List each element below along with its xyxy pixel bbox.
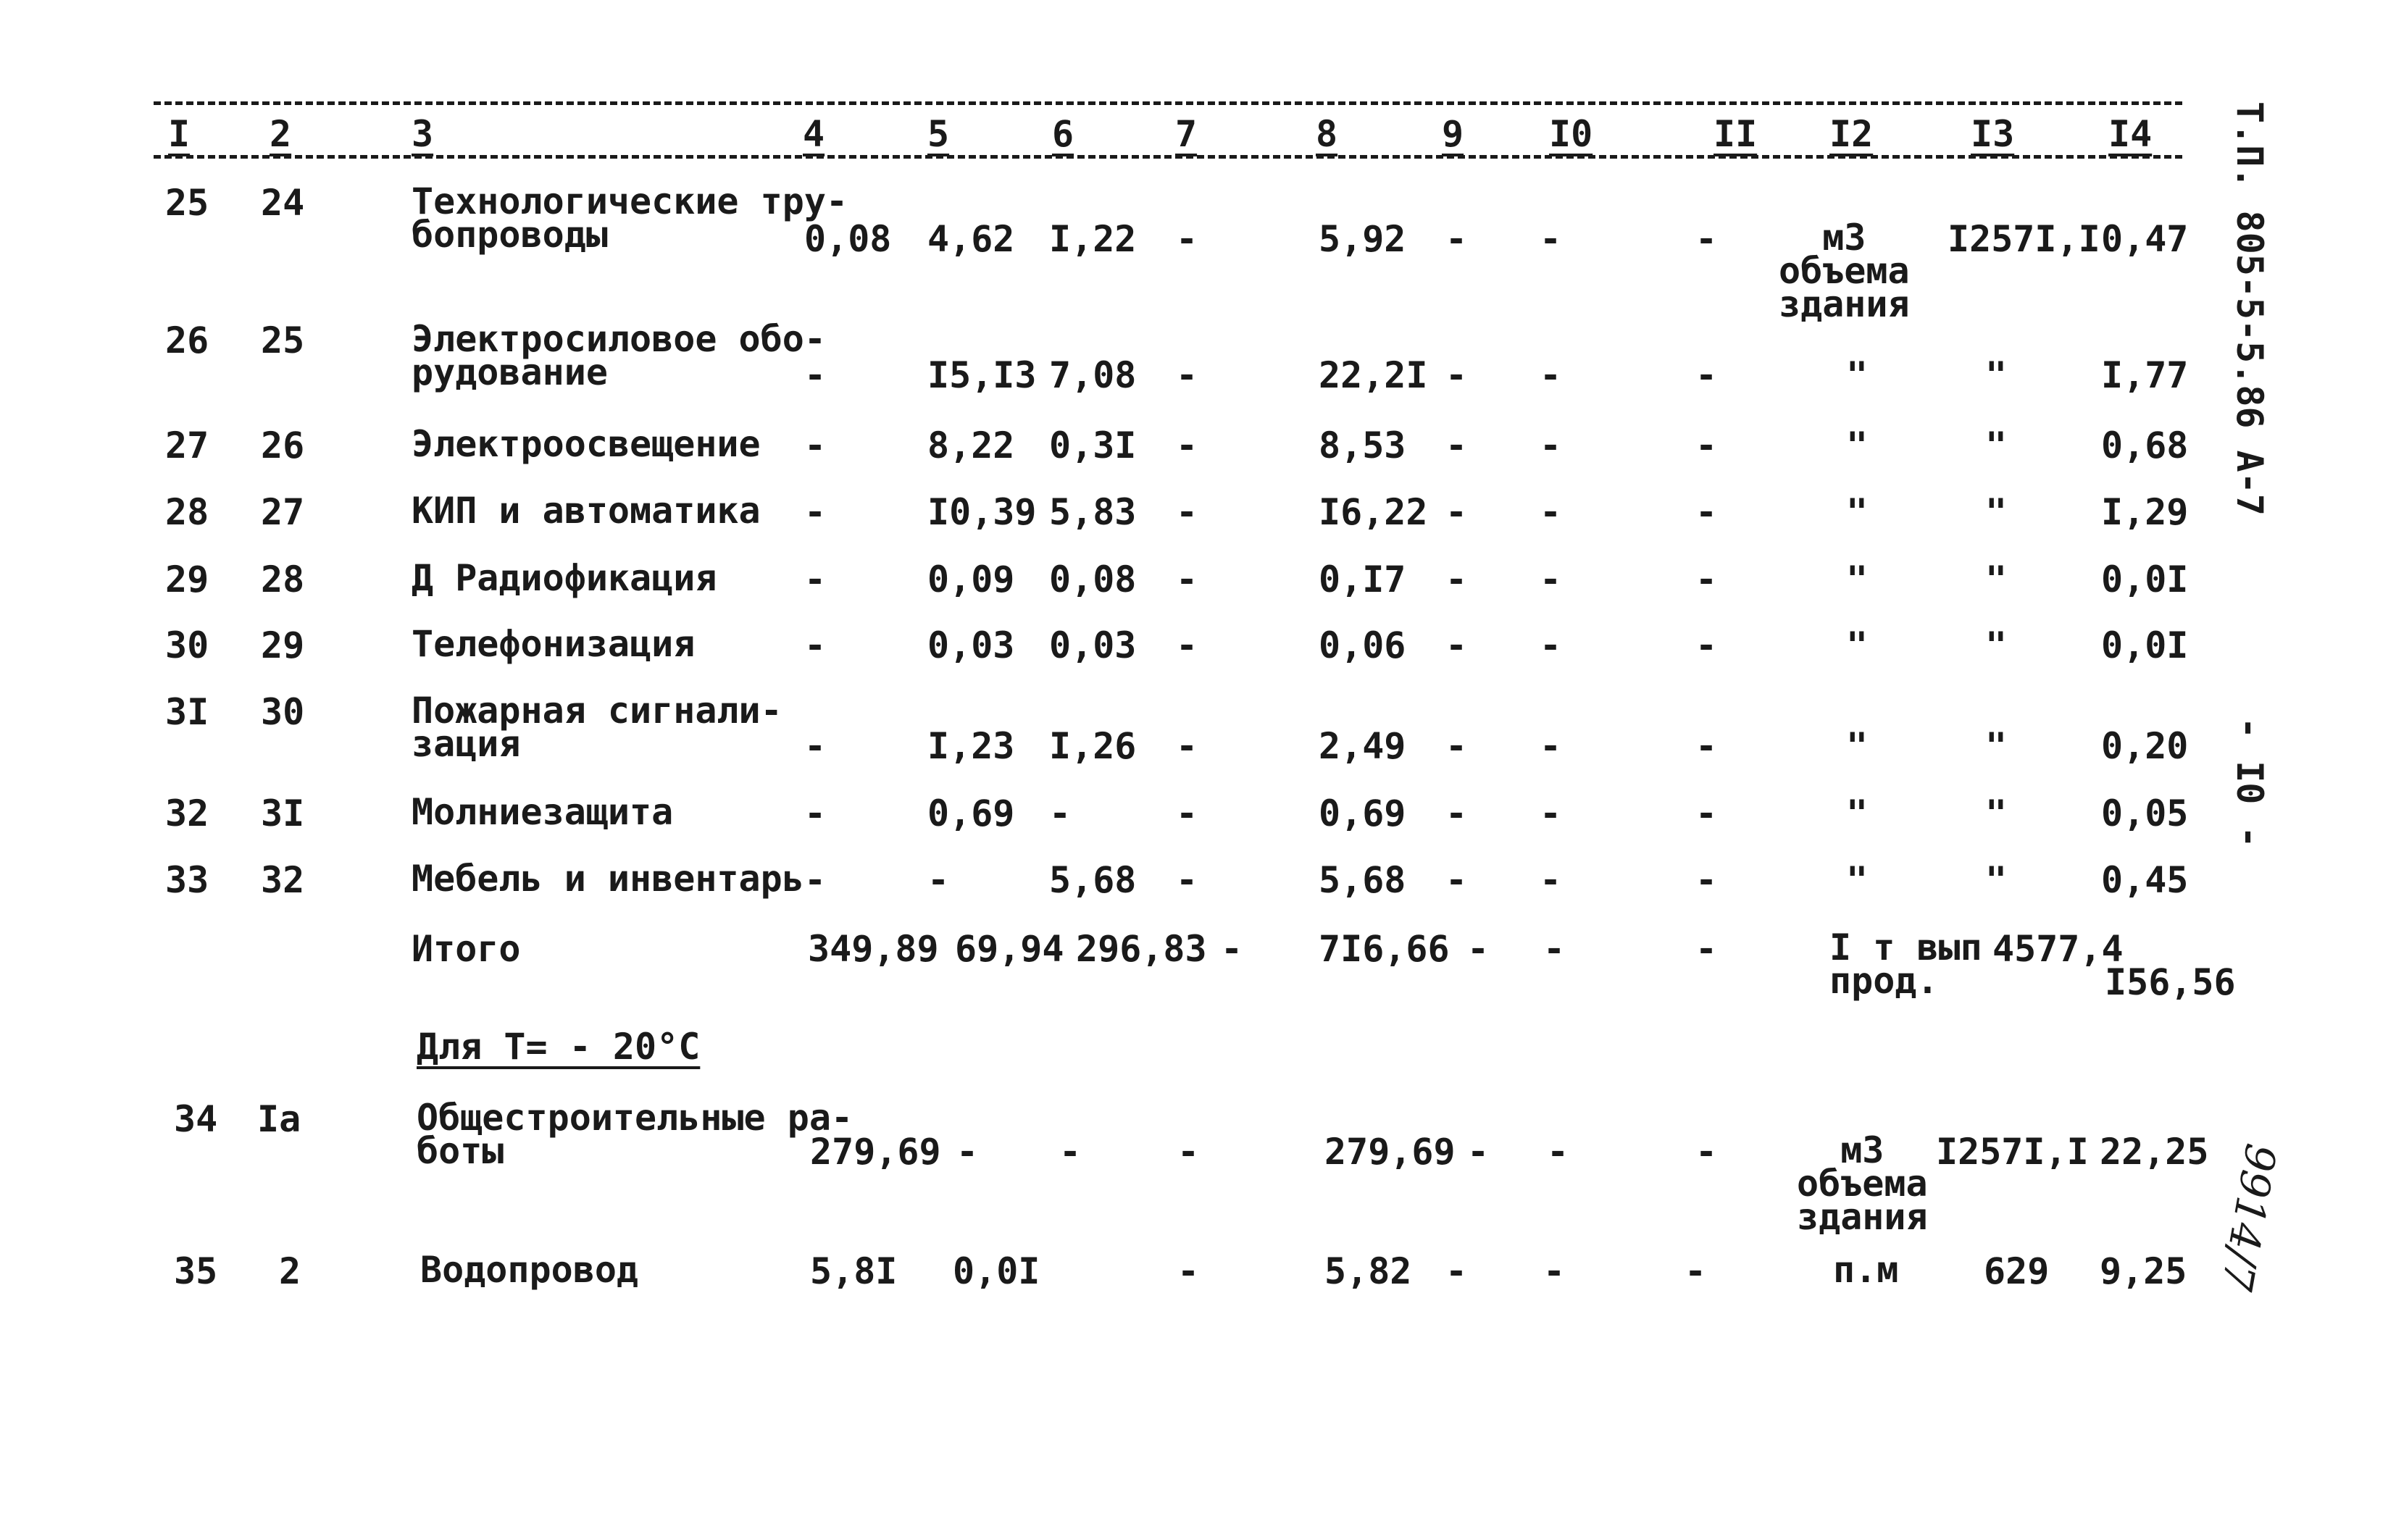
row-26-c5: I5,I3 [927, 354, 1037, 396]
row-27-c14: 0,68 [2101, 424, 2189, 466]
row-35-c11: - [1685, 1250, 1707, 1292]
row-30-c7: - [1176, 624, 1198, 666]
row-32-c7: - [1176, 792, 1198, 834]
row-28-c14: I,29 [2101, 491, 2189, 533]
row-28-c4: - [804, 491, 827, 533]
row-26-c8: 22,2I [1319, 354, 1428, 396]
row-29-c2: 28 [261, 558, 305, 600]
row-27-c9: - [1445, 424, 1468, 466]
row-30-c6: 0,03 [1049, 624, 1137, 666]
row-26-c10: - [1540, 354, 1562, 396]
row-29-c8: 0,I7 [1319, 558, 1406, 600]
total-c7: - [1221, 928, 1243, 970]
row-35-c5: 0,0I [953, 1250, 1040, 1292]
row-35-c10: - [1543, 1250, 1566, 1292]
row-34-c10: - [1547, 1131, 1569, 1173]
row-32-c11: - [1695, 792, 1718, 834]
row-33-c5: - [927, 859, 950, 901]
row-3I-c12: " [1846, 725, 1869, 767]
row-28-c8: I6,22 [1319, 491, 1428, 533]
row-30-c14: 0,0I [2101, 624, 2189, 666]
row-32-c1: 32 [165, 792, 209, 834]
row-28-c9: - [1445, 491, 1468, 533]
row-25-c11: - [1695, 218, 1718, 260]
row-34-c14: 22,25 [2100, 1131, 2209, 1173]
row-30-c5: 0,03 [927, 624, 1015, 666]
row-25-c1: 25 [165, 182, 209, 224]
row-32-c3: Молниезащита [412, 791, 674, 833]
row-25-c4: 0,08 [804, 218, 892, 260]
row-35-c13: 629 [1984, 1250, 2050, 1292]
row-34-c7: - [1177, 1131, 1200, 1173]
total-c4: 349,89 [808, 928, 939, 970]
row-26-c4: - [804, 354, 827, 396]
row-28-c10: - [1540, 491, 1562, 533]
row-25-c5: 4,62 [927, 218, 1015, 260]
row-27-c10: - [1540, 424, 1562, 466]
column-header-14: I4 [2108, 113, 2153, 155]
total-c12: I т вып прод. [1829, 926, 1982, 1002]
row-30-c3: Телефонизация [412, 623, 696, 665]
row-33-c13: " [1985, 859, 2008, 901]
row-34-c1: 34 [174, 1098, 218, 1140]
row-28-c13: " [1985, 491, 2008, 533]
row-27-c6: 0,3I [1049, 424, 1137, 466]
column-header-12: I2 [1829, 113, 1874, 155]
row-30-c4: - [804, 624, 827, 666]
row-28-c6: 5,83 [1049, 491, 1137, 533]
row-28-c11: - [1695, 491, 1718, 533]
row-3I-c7: - [1176, 725, 1198, 767]
row-28-c5: I0,39 [927, 491, 1037, 533]
row-3I-c5: I,23 [927, 725, 1015, 767]
row-35-c9: - [1445, 1250, 1468, 1292]
row-32-c13: " [1985, 792, 2008, 834]
row-32-c8: 0,69 [1319, 792, 1406, 834]
row-28-c12: " [1846, 491, 1869, 533]
row-32-c2: 3I [261, 792, 305, 834]
column-header-7: 7 [1175, 113, 1198, 155]
row-32-c5: 0,69 [927, 792, 1015, 834]
row-3I-c8: 2,49 [1319, 725, 1406, 767]
row-33-c6: 5,68 [1049, 859, 1137, 901]
column-header-6: 6 [1052, 113, 1074, 155]
total-c9: - [1467, 928, 1490, 970]
column-header-5: 5 [927, 113, 950, 155]
row-3I-c14: 0,20 [2101, 725, 2189, 767]
row-27-c8: 8,53 [1319, 424, 1406, 466]
total-c13: 4577,4 [1992, 928, 2124, 970]
row-33-c1: 33 [165, 859, 209, 901]
row-25-c6: I,22 [1049, 218, 1137, 260]
column-header-1: I [168, 113, 191, 155]
row-30-c2: 29 [261, 624, 305, 666]
row-29-c5: 0,09 [927, 558, 1015, 600]
row-35-c14: 9,25 [2100, 1250, 2187, 1292]
row-29-c3: Д Радиофикация [412, 557, 717, 599]
row-25-c7: - [1176, 218, 1198, 260]
row-29-c7: - [1176, 558, 1198, 600]
row-26-c12: " [1846, 354, 1869, 396]
row-28-c7: - [1176, 491, 1198, 533]
row-26-c14: I,77 [2101, 354, 2189, 396]
header-bottom-rule [154, 155, 2182, 159]
row-32-c6: - [1049, 792, 1072, 834]
row-30-c11: - [1695, 624, 1718, 666]
row-33-c9: - [1445, 859, 1468, 901]
row-3I-c1: 3I [165, 691, 209, 733]
row-29-c14: 0,0I [2101, 558, 2189, 600]
total-c6: 296,83 [1076, 928, 1207, 970]
row-33-c7: - [1176, 859, 1198, 901]
row-27-c4: - [804, 424, 827, 466]
row-25-c2: 24 [261, 182, 305, 224]
row-30-c1: 30 [165, 624, 209, 666]
row-25-c3: Технологические тру- бопроводы [412, 180, 848, 256]
row-30-c9: - [1445, 624, 1468, 666]
column-header-8: 8 [1316, 113, 1338, 155]
row-30-c12: " [1846, 624, 1869, 666]
row-25-c14: 0,47 [2101, 218, 2189, 260]
row-33-c4: - [804, 859, 827, 901]
row-3I-c2: 30 [261, 691, 305, 733]
column-header-11: II [1713, 113, 1758, 155]
row-28-c3: КИП и автоматика [412, 490, 761, 532]
row-34-c13: I257I,I [1936, 1131, 2089, 1173]
column-header-9: 9 [1442, 113, 1464, 155]
row-26-c3: Электросиловое обо- рудование [412, 318, 826, 393]
row-3I-c10: - [1540, 725, 1562, 767]
row-32-c4: - [804, 792, 827, 834]
row-34-c6: - [1059, 1131, 1082, 1173]
column-header-13: I3 [1971, 113, 2015, 155]
row-25-c9: - [1445, 218, 1468, 260]
page-number: - I0 - [2229, 717, 2271, 848]
row-35-c4: 5,8I [810, 1250, 898, 1292]
section-heading: Для Т= - 20°С [417, 1026, 701, 1068]
row-34-c9: - [1467, 1131, 1490, 1173]
total-c8: 7I6,66 [1319, 928, 1450, 970]
row-25-c12: м3 объема здания [1779, 217, 1910, 325]
row-29-c1: 29 [165, 558, 209, 600]
row-27-c11: - [1695, 424, 1718, 466]
row-26-c11: - [1695, 354, 1718, 396]
row-25-c8: 5,92 [1319, 218, 1406, 260]
row-33-c2: 32 [261, 859, 305, 901]
row-28-c1: 28 [165, 491, 209, 533]
row-27-c2: 26 [261, 424, 305, 466]
row-29-c12: " [1846, 558, 1869, 600]
row-3I-c13: " [1985, 725, 2008, 767]
column-header-2: 2 [270, 113, 292, 155]
row-26-c6: 7,08 [1049, 354, 1137, 396]
row-35-c2: 2 [279, 1250, 301, 1292]
row-33-c11: - [1695, 859, 1718, 901]
row-29-c10: - [1540, 558, 1562, 600]
row-29-c11: - [1695, 558, 1718, 600]
row-26-c13: " [1985, 354, 2008, 396]
total-c10: - [1543, 928, 1566, 970]
row-32-c14: 0,05 [2101, 792, 2189, 834]
row-26-c2: 25 [261, 319, 305, 361]
row-26-c7: - [1176, 354, 1198, 396]
row-33-c3: Мебель и инвентарь [412, 858, 804, 900]
row-27-c13: " [1985, 424, 2008, 466]
row-35-c7: - [1177, 1250, 1200, 1292]
row-32-c10: - [1540, 792, 1562, 834]
row-30-c10: - [1540, 624, 1562, 666]
row-35-c1: 35 [174, 1250, 218, 1292]
row-26-c1: 26 [165, 319, 209, 361]
row-32-c9: - [1445, 792, 1468, 834]
row-32-c12: " [1846, 792, 1869, 834]
row-3I-c6: I,26 [1049, 725, 1137, 767]
header-top-rule [154, 101, 2182, 105]
row-27-c5: 8,22 [927, 424, 1015, 466]
row-33-c8: 5,68 [1319, 859, 1406, 901]
total-c5: 69,94 [955, 928, 1064, 970]
row-3I-c11: - [1695, 725, 1718, 767]
row-29-c9: - [1445, 558, 1468, 600]
total-label: Итого [412, 928, 521, 970]
row-25-c13: I257I,I [1948, 218, 2100, 260]
document-code: Т.П. 805-5-5.86 А-7 [2229, 101, 2271, 516]
row-29-c4: - [804, 558, 827, 600]
column-header-4: 4 [803, 113, 825, 155]
row-29-c13: " [1985, 558, 2008, 600]
row-27-c12: " [1846, 424, 1869, 466]
column-header-10: I0 [1549, 113, 1593, 155]
row-29-c6: 0,08 [1049, 558, 1137, 600]
row-27-c1: 27 [165, 424, 209, 466]
row-27-c3: Электроосвещение [412, 423, 761, 465]
row-3I-c4: - [804, 725, 827, 767]
row-35-c3: Водопровод [420, 1249, 639, 1291]
row-34-c12: м3 объема здания [1797, 1129, 1928, 1238]
row-35-c12: п.м [1833, 1249, 1899, 1291]
row-27-c7: - [1176, 424, 1198, 466]
archive-stamp: 9914/7 [2211, 1140, 2286, 1294]
row-28-c2: 27 [261, 491, 305, 533]
row-30-c8: 0,06 [1319, 624, 1406, 666]
row-3I-c9: - [1445, 725, 1468, 767]
row-34-c2: Iа [257, 1098, 301, 1140]
row-35-c8: 5,82 [1324, 1250, 1412, 1292]
row-33-c10: - [1540, 859, 1562, 901]
row-26-c9: - [1445, 354, 1468, 396]
row-30-c13: " [1985, 624, 2008, 666]
row-25-c10: - [1540, 218, 1562, 260]
column-header-3: 3 [412, 113, 434, 155]
row-33-c12: " [1846, 859, 1869, 901]
row-34-c5: - [956, 1131, 979, 1173]
row-33-c14: 0,45 [2101, 859, 2189, 901]
row-34-c8: 279,69 [1324, 1131, 1456, 1173]
row-3I-c3: Пожарная сигнали- зация [412, 690, 782, 765]
row-34-c11: - [1695, 1131, 1718, 1173]
row-34-c3: Общестроительные ра- боты [417, 1097, 853, 1172]
total-c11: - [1695, 928, 1718, 970]
row-34-c4: 279,69 [810, 1131, 941, 1173]
total-c14: I56,56 [2105, 961, 2236, 1003]
